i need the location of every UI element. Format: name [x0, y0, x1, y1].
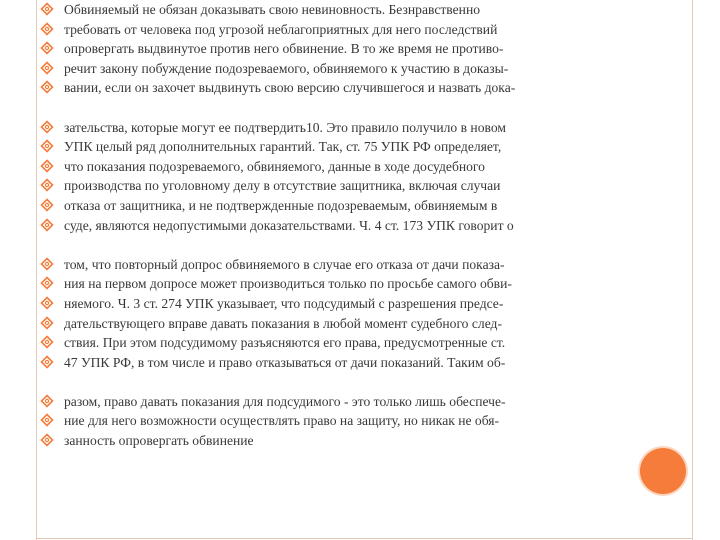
- bottom-frame-line: [36, 538, 693, 539]
- bullet-line: [40, 59, 680, 79]
- bullet-text: что показания подозреваемого, обвиняемого, данные в ходе досудебного: [64, 158, 485, 174]
- bullet-line: [40, 411, 680, 431]
- hollow-diamond-icon: [40, 394, 54, 408]
- hollow-diamond-icon: [40, 198, 54, 212]
- bullet-line: [40, 118, 680, 138]
- bullet-text: отказа от защитника, и не подтвержденные подозреваемым, обвиняемым в: [64, 197, 498, 213]
- hollow-diamond-icon: [40, 218, 54, 232]
- bullet-text: занность опровергать обвинение: [64, 433, 254, 449]
- bullet-line: [40, 39, 680, 59]
- hollow-diamond-icon: [40, 316, 54, 330]
- hollow-diamond-icon: [40, 41, 54, 55]
- bullet-text: няемого. Ч. 3 ст. 274 УПК указывает, что подсудимый с разрешения предсе-: [64, 295, 504, 311]
- hollow-diamond-icon: [40, 2, 54, 16]
- hollow-diamond-icon: [40, 61, 54, 75]
- left-frame-line: [36, 0, 37, 540]
- hollow-diamond-icon: [40, 355, 54, 369]
- bullet-line: [40, 392, 680, 412]
- hollow-diamond-icon: [40, 413, 54, 427]
- bullet-text: ние для него возможности осуществлять право на защиту, но никак не обя-: [64, 413, 500, 429]
- bullet-text: дательствующего вправе давать показания в любой момент судебного след-: [64, 315, 502, 331]
- bullet-line: [40, 314, 680, 334]
- bullet-text: Обвиняемый не обязан доказывать свою невиновность. Безнравственно: [64, 2, 481, 17]
- bullet-text: ствия. При этом подсудимому разъясняются его права, предусмотренные ст.: [64, 335, 506, 351]
- bullet-list: [40, 0, 680, 451]
- hollow-diamond-icon: [40, 335, 54, 349]
- bullet-text: 47 УПК РФ, в том числе и право отказываться от дачи показаний. Таким об-: [64, 354, 506, 370]
- bullet-line: [40, 20, 680, 40]
- bullet-line: [40, 157, 680, 177]
- hollow-diamond-icon: [40, 120, 54, 134]
- hollow-diamond-icon: [40, 257, 54, 271]
- bullet-line: [40, 353, 680, 392]
- hollow-diamond-icon: [40, 159, 54, 173]
- bullet-text: УПК целый ряд дополнительных гарантий. Так, ст. 75 УПК РФ определяет,: [64, 139, 502, 155]
- hollow-diamond-icon: [40, 276, 54, 290]
- bullet-line: [40, 431, 680, 451]
- bullet-text: суде, являются недопустимыми доказательствами. Ч. 4 ст. 173 УПК говорит о: [64, 217, 514, 233]
- hollow-diamond-icon: [40, 296, 54, 310]
- bullet-line: [40, 274, 680, 294]
- bullet-line: [40, 196, 680, 216]
- bullet-text: разом, право давать показания для подсудимого - это только лишь обеспече-: [64, 393, 506, 409]
- bullet-line: [40, 294, 680, 314]
- hollow-diamond-icon: [40, 80, 54, 94]
- bullet-line: [40, 255, 680, 275]
- bullet-text: требовать от человека под угрозой неблагоприятных для него последствий: [64, 21, 498, 37]
- bullet-line: [40, 137, 680, 157]
- bullet-text: производства по уголовному делу в отсутствие защитника, включая случаи: [64, 178, 501, 194]
- bullet-text: вании, если он захочет выдвинуть свою версию случившегося и назвать дока-: [64, 80, 516, 96]
- bullet-line: [40, 333, 680, 353]
- bullet-text: том, что повторный допрос обвиняемого в случае его отказа от дачи показа-: [64, 256, 505, 272]
- bullet-text: ния на первом допросе может производиться только по просьбе самого обви-: [64, 276, 512, 292]
- hollow-diamond-icon: [40, 22, 54, 36]
- bullet-line: [40, 0, 680, 20]
- bullet-line: [40, 78, 680, 117]
- hollow-diamond-icon: [40, 433, 54, 447]
- bullet-text: зательства, которые могут ее подтвердить10. Это правило получило в новом: [64, 119, 506, 135]
- bullet-line: [40, 216, 680, 255]
- right-frame-line: [692, 0, 693, 540]
- bullet-line: [40, 176, 680, 196]
- bullet-text: речит закону побуждение подозреваемого, обвиняемого к участию в доказы-: [64, 60, 509, 76]
- hollow-diamond-icon: [40, 139, 54, 153]
- orange-circle-decoration: [640, 448, 686, 494]
- hollow-diamond-icon: [40, 178, 54, 192]
- bullet-text: опровергать выдвинутое против него обвинение. В то же время не противо-: [64, 41, 504, 57]
